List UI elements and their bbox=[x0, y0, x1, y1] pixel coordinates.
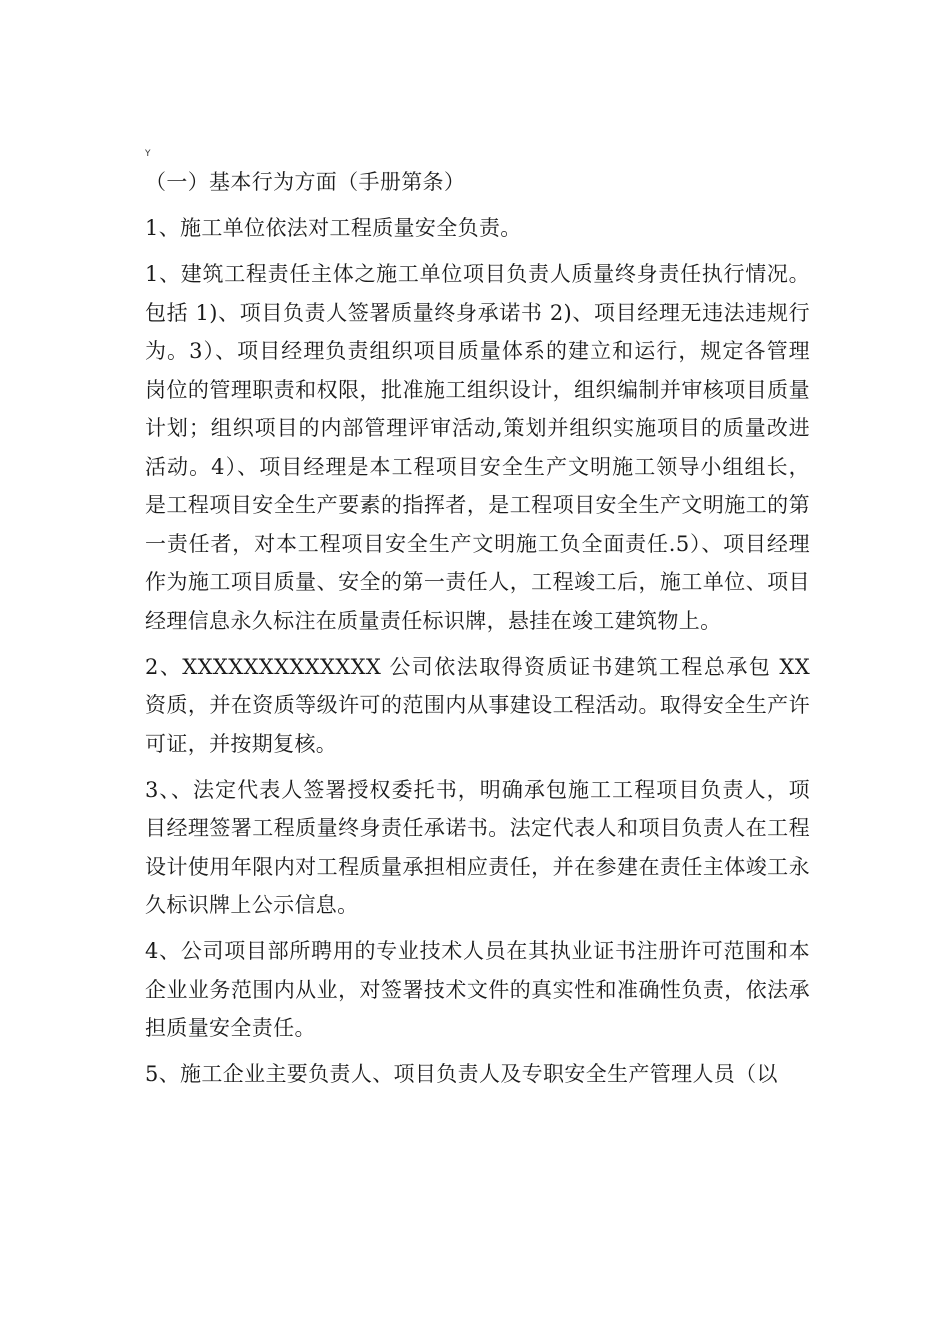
paragraph-6: 5、施工企业主要负责人、项目负责人及专职安全生产管理人员（以 bbox=[145, 1062, 778, 1086]
document-body bbox=[145, 163, 810, 1101]
paragraph-5: 4、公司项目部所聘用的专业技术人员在其执业证书注册许可范围和本企业业务范围内从业，对签署技术文件的真实性和准确性负责，依法承担质量安全责任。 bbox=[145, 939, 810, 1040]
paragraph-3: 2、XXXXXXXXXXXXX 公司依法取得资质证书建筑工程总承包 XX 资质，并在资质等级许可的范围内从事建设工程活动。取得安全生产许可证，并按期复核。 bbox=[145, 654, 810, 756]
paragraph-1: 1、施工单位依法对工程质量安全负责。 bbox=[145, 216, 522, 240]
paragraph-4: 3、、法定代表人签署授权委托书，明确承包施工工程项目负责人，项目经理签署工程质量终身责任承诺书。法定代表人和项目负责人在工程设计使用年限内对工程质量承担相应责任，并在参建在责任主体竣工永久标识牌上公示信息。 bbox=[145, 777, 810, 917]
paragraph-2: 1、建筑工程责任主体之施工单位项目负责人质量终身责任执行情况。包括 1)、项目负责人签署质量终身承诺书 2)、项目经理无违法违规行为。3）、项目经理负责组织项目质量体系的建立和运行，规定各管理岗位的管理职责和权限，批准施工组织设计，组织编制并审核项目质量计划；组织项目的内部管理评审活动,策划并组织实施项目的质量改进活动。4）、项目经理是本工程项目安全生产文明施工领导小组组长，是工程项目安全生产要素的指挥者，是工程项目安全生产文明施工的第一责任者，对本工程项目安全生产文明施工负全面责任.5）、项目经理作为施工项目质量、安全的第一责任人，工程竣工后，施工单位、项目经理信息永久标注在质量责任标识牌，悬挂在竣工建筑物上。 bbox=[145, 262, 810, 633]
section-heading: （一）基本行为方面（手册第条） bbox=[145, 170, 466, 194]
corner-mark: Y bbox=[145, 149, 151, 159]
